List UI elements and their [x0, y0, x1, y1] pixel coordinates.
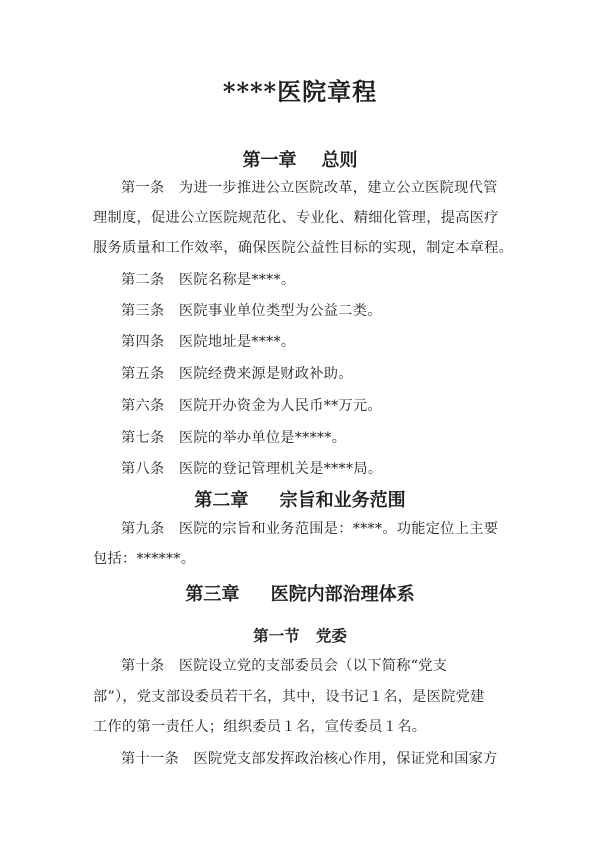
article-10-line-3: 工作的第一责任人；组织委员１名，宣传委员１名。 — [93, 719, 427, 735]
article-1-line-2: 理制度，促进公立医院规范化、专业化、精细化管理，提高医疗 — [93, 210, 499, 226]
article-10-line-1: 第十条 医院设立党的支部委员会（以下简称“党支 — [121, 658, 448, 674]
chapter-2-heading: 第二章 宗旨和业务范围 — [194, 490, 406, 511]
article-3: 第三条 医院事业单位类型为公益二类。 — [121, 303, 382, 319]
chapter-1-heading: 第一章 总则 — [242, 150, 358, 171]
article-10-line-2: 部”），党支部设委员若干名，其中，设书记１名，是医院党建 — [93, 689, 485, 705]
article-5: 第五条 医院经费来源是财政补助。 — [121, 366, 353, 382]
article-1-line-1: 第一条 为进一步推进公立医院改革，建立公立医院现代管 — [121, 180, 498, 196]
article-6: 第六条 医院开办资金为人民币**万元。 — [121, 398, 383, 414]
article-9-line-2: 包括：******。 — [93, 551, 196, 567]
article-8: 第八条 医院的登记管理机关是****局。 — [121, 461, 383, 477]
article-2: 第二条 医院名称是****。 — [121, 272, 296, 288]
chapter-3-heading: 第三章 医院内部治理体系 — [185, 584, 415, 605]
article-11-line-1: 第十一条 医院党支部发挥政治核心作用，保证党和国家方 — [121, 751, 498, 767]
article-4: 第四条 医院地址是****。 — [121, 334, 296, 350]
article-7: 第七条 医院的举办单位是*****。 — [121, 430, 347, 446]
article-9-line-1: 第九条 医院的宗旨和业务范围是：****。功能定位上主要 — [121, 521, 499, 537]
section-1-heading: 第一节 党委 — [253, 626, 347, 645]
document-title: ****医院章程 — [222, 77, 378, 106]
article-1-line-3: 服务质量和工作效率，确保医院公益性目标的实现，制定本章程。 — [93, 240, 514, 256]
